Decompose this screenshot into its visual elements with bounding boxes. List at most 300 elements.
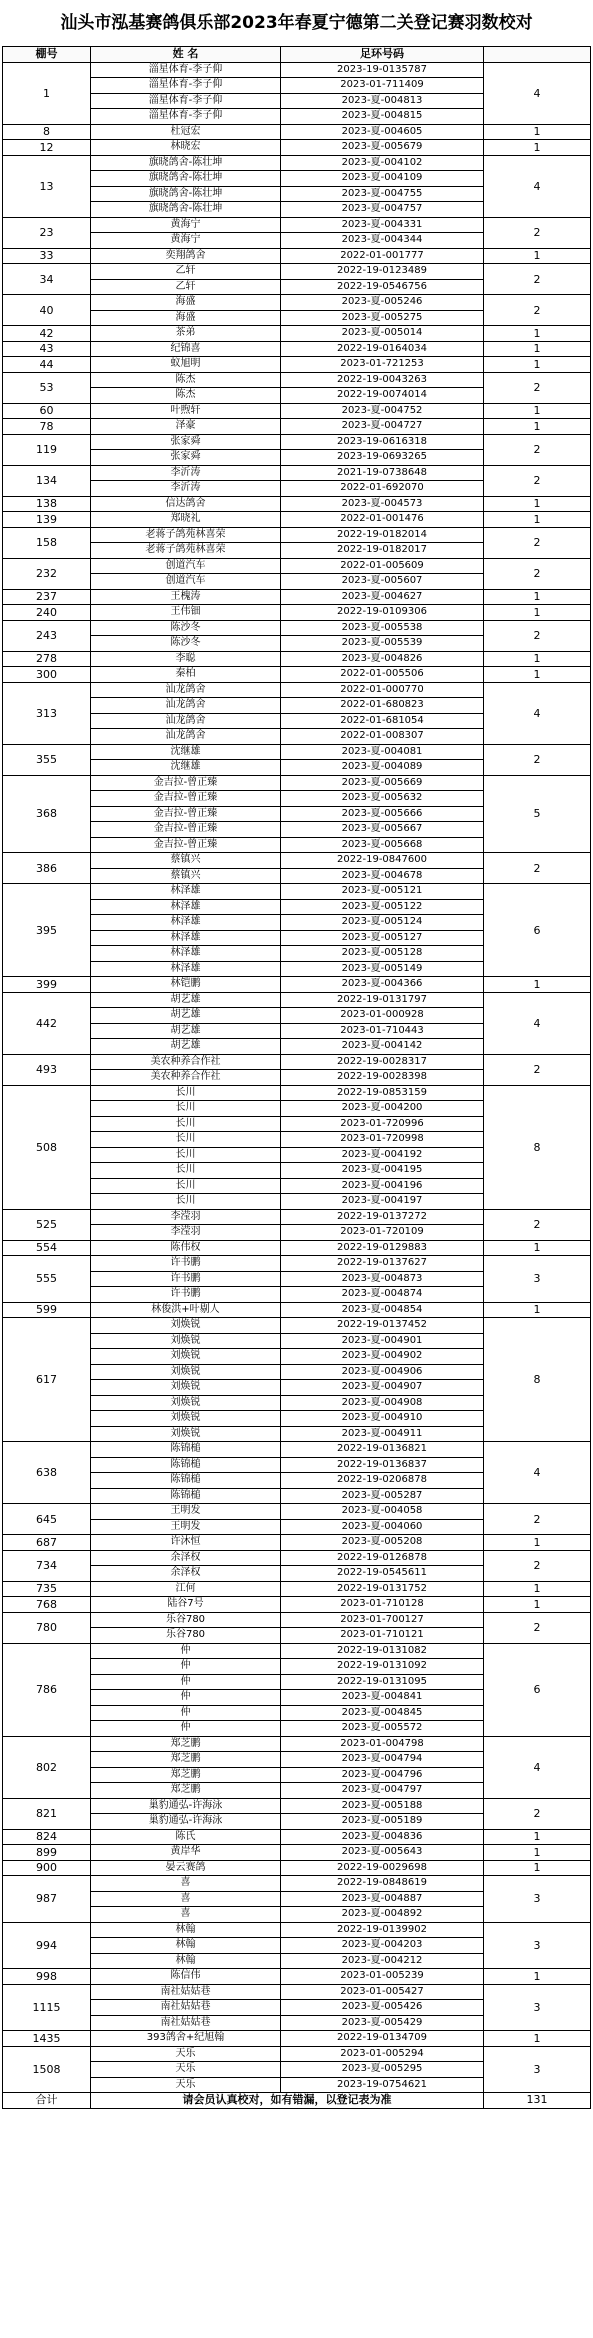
loft-number: 508 [2,1085,90,1209]
member-name-cell: 郑芝鹏 [90,1782,280,1798]
group-count: 4 [483,155,591,217]
group-count: 8 [483,1317,591,1441]
loft-number: 243 [2,620,90,651]
loft-number: 40 [2,294,90,325]
member-name-cell: 长川 [90,1116,280,1132]
loft-number: 355 [2,744,90,775]
ring-number-cell: 2022-19-0134709 [280,2030,483,2046]
group-count: 1 [483,248,591,264]
member-name-cell: 刘焕锐 [90,1364,280,1380]
group-count: 1 [483,341,591,357]
member-name-cell: 南社姑姑巷 [90,2015,280,2031]
ring-number-cell: 2023-夏-005246 [280,294,483,310]
ring-number-cell: 2023-01-004798 [280,1736,483,1752]
ring-number-cell: 2023-夏-004892 [280,1906,483,1922]
ring-number-cell: 2022-19-0182017 [280,542,483,558]
ring-number-cell: 2022-19-0136837 [280,1457,483,1473]
member-name-cell: 江何 [90,1581,280,1597]
total-count: 131 [483,2092,591,2108]
member-name-cell: 长川 [90,1085,280,1101]
loft-number: 900 [2,1860,90,1876]
group-count: 2 [483,744,591,775]
member-name-cell: 李滢羽 [90,1209,280,1225]
member-name-cell: 郑芝鹏 [90,1767,280,1783]
group-count: 1 [483,1829,591,1845]
member-name-cell: 李沂涛 [90,465,280,481]
ring-number-cell: 2023-夏-004605 [280,124,483,140]
member-name-cell: 金吉拉-曾正臻 [90,775,280,791]
group-count: 1 [483,511,591,527]
member-name-cell: 郑芝鹏 [90,1736,280,1752]
group-count: 1 [483,139,591,155]
member-name-cell: 长川 [90,1193,280,1209]
ring-number-cell: 2023-夏-005538 [280,620,483,636]
ring-number-cell: 2023-01-005239 [280,1968,483,1984]
member-name-cell: 王明发 [90,1519,280,1535]
ring-number-cell: 2023-夏-004907 [280,1379,483,1395]
ring-number-cell: 2023-夏-005667 [280,821,483,837]
loft-number: 899 [2,1844,90,1860]
ring-number-cell: 2023-夏-005124 [280,914,483,930]
ring-number-cell: 2023-夏-004058 [280,1503,483,1519]
member-name-cell: 郑晓礼 [90,511,280,527]
group-count: 1 [483,124,591,140]
ring-number-cell: 2022-01-680823 [280,697,483,713]
ring-number-cell: 2023-夏-005287 [280,1488,483,1504]
member-name-cell: 林晓宏 [90,139,280,155]
member-name-cell: 喜 [90,1891,280,1907]
ring-number-cell: 2023-夏-005643 [280,1844,483,1860]
loft-number: 139 [2,511,90,527]
ring-number-cell: 2022-19-0137627 [280,1255,483,1271]
ring-number-cell: 2023-夏-005429 [280,2015,483,2031]
group-count: 1 [483,651,591,667]
group-count: 1 [483,325,591,341]
member-name-cell: 汕龙鸽舍 [90,713,280,729]
ring-number-cell: 2023-夏-005208 [280,1534,483,1550]
member-name-cell: 刘焕锐 [90,1410,280,1426]
ring-number-cell: 2023-夏-004908 [280,1395,483,1411]
ring-number-cell: 2022-19-0206878 [280,1472,483,1488]
ring-number-cell: 2023-夏-004109 [280,170,483,186]
loft-number: 987 [2,1875,90,1922]
ring-number-cell: 2023-夏-005607 [280,573,483,589]
ring-number-cell: 2023-夏-005679 [280,139,483,155]
group-count: 3 [483,1984,591,2031]
ring-number-cell: 2022-19-0847600 [280,852,483,868]
header-pigeon-loft-number: 棚号 [2,46,90,62]
loft-number: 158 [2,527,90,558]
group-count: 2 [483,1550,591,1581]
ring-number-cell: 2023-夏-005128 [280,945,483,961]
member-name-cell: 陈沙冬 [90,620,280,636]
ring-number-cell: 2023-01-710121 [280,1627,483,1643]
group-count: 1 [483,1596,591,1612]
member-name-cell: 刘焕锐 [90,1426,280,1442]
ring-number-cell: 2023-夏-005426 [280,1999,483,2015]
group-count: 2 [483,294,591,325]
ring-number-cell: 2023-夏-004854 [280,1302,483,1318]
member-name-cell: 王槐涛 [90,589,280,605]
ring-number-cell: 2023-19-0135787 [280,62,483,78]
loft-number: 735 [2,1581,90,1597]
group-count: 4 [483,62,591,124]
loft-number: 8 [2,124,90,140]
loft-number: 617 [2,1317,90,1441]
group-count: 1 [483,1240,591,1256]
member-name-cell: 天乐 [90,2077,280,2093]
ring-number-cell: 2023-夏-004902 [280,1348,483,1364]
member-name-cell: 旗晓鸽舍-陈壮坤 [90,201,280,217]
member-name-cell: 长川 [90,1131,280,1147]
member-name-cell: 长川 [90,1162,280,1178]
ring-number-cell: 2023-01-720996 [280,1116,483,1132]
loft-number: 300 [2,666,90,682]
ring-number-cell: 2023-夏-005295 [280,2061,483,2077]
ring-number-cell: 2023-夏-005669 [280,775,483,791]
member-name-cell: 王明发 [90,1503,280,1519]
member-name-cell: 淄星体育-李子仰 [90,108,280,124]
loft-number: 278 [2,651,90,667]
ring-number-cell: 2023-夏-005275 [280,310,483,326]
ring-number-cell: 2023-夏-004060 [280,1519,483,1535]
loft-number: 768 [2,1596,90,1612]
ring-number-cell: 2023-夏-004197 [280,1193,483,1209]
loft-number: 399 [2,976,90,992]
group-count: 2 [483,1209,591,1240]
member-name-cell: 仲 [90,1705,280,1721]
group-count: 3 [483,1875,591,1922]
member-name-cell: 陈沙冬 [90,635,280,651]
loft-number: 786 [2,1643,90,1736]
ring-number-cell: 2023-夏-005632 [280,790,483,806]
ring-number-cell: 2023-夏-004797 [280,1782,483,1798]
ring-number-cell: 2022-19-0129883 [280,1240,483,1256]
header-member-name: 姓 名 [90,46,280,62]
member-name-cell: 陈氏 [90,1829,280,1845]
ring-number-cell: 2022-19-0131082 [280,1643,483,1659]
ring-number-cell: 2022-19-0136821 [280,1441,483,1457]
ring-number-cell: 2022-19-0028398 [280,1069,483,1085]
member-name-cell: 南社姑姑巷 [90,1984,280,2000]
ring-number-cell: 2022-19-0131095 [280,1674,483,1690]
member-name-cell: 刘焕锐 [90,1333,280,1349]
ring-number-cell: 2023-夏-004794 [280,1751,483,1767]
group-count: 3 [483,1255,591,1302]
member-name-cell: 老蒋子鸽苑林喜荣 [90,527,280,543]
member-name-cell: 张家舜 [90,434,280,450]
ring-number-cell: 2023-夏-004906 [280,1364,483,1380]
document-title: 汕头市泓基赛鸽俱乐部2023年春夏宁德第二关登记赛羽数校对 [60,13,533,33]
ring-number-cell: 2023-夏-004200 [280,1100,483,1116]
group-count: 4 [483,1736,591,1798]
group-count: 1 [483,1844,591,1860]
ring-number-cell: 2023-夏-004796 [280,1767,483,1783]
group-count: 2 [483,1503,591,1534]
loft-number: 994 [2,1922,90,1969]
ring-number-cell: 2023-夏-004911 [280,1426,483,1442]
ring-number-cell: 2023-夏-004836 [280,1829,483,1845]
ring-number-cell: 2023-夏-004755 [280,186,483,202]
group-count: 1 [483,496,591,512]
group-count: 2 [483,465,591,496]
group-count: 6 [483,1643,591,1736]
group-count: 1 [483,1860,591,1876]
member-name-cell: 创道汽车 [90,573,280,589]
loft-number: 43 [2,341,90,357]
member-name-cell: 蔡镇兴 [90,868,280,884]
ring-number-cell: 2022-19-0131752 [280,1581,483,1597]
ring-number-cell: 2023-夏-004874 [280,1286,483,1302]
group-count: 1 [483,1534,591,1550]
ring-number-cell: 2023-夏-004813 [280,93,483,109]
loft-number: 119 [2,434,90,465]
member-name-cell: 仲 [90,1643,280,1659]
loft-number: 237 [2,589,90,605]
ring-number-cell: 2023-01-720998 [280,1131,483,1147]
member-name-cell: 汕龙鸽舍 [90,697,280,713]
loft-number: 555 [2,1255,90,1302]
ring-number-cell: 2023-夏-005149 [280,961,483,977]
ring-number-cell: 2023-01-721253 [280,356,483,372]
table-footer-row [2,2092,591,2108]
member-name-cell: 胡艺雄 [90,1023,280,1039]
ring-number-cell: 2023-夏-004344 [280,232,483,248]
ring-number-cell: 2023-夏-004815 [280,108,483,124]
group-count: 1 [483,356,591,372]
ring-number-cell: 2021-19-0738648 [280,465,483,481]
member-name-cell: 胡艺雄 [90,992,280,1008]
loft-number: 44 [2,356,90,372]
ring-number-cell: 2022-01-008307 [280,728,483,744]
member-name-cell: 金吉拉-曾正臻 [90,821,280,837]
loft-number: 821 [2,1798,90,1829]
loft-number: 1 [2,62,90,124]
group-count: 2 [483,434,591,465]
member-name-cell: 刘焕锐 [90,1379,280,1395]
ring-number-cell: 2023-夏-004081 [280,744,483,760]
member-name-cell: 天乐 [90,2046,280,2062]
member-name-cell: 陈锦槌 [90,1488,280,1504]
member-name-cell: 淄星体育-李子仰 [90,77,280,93]
loft-number: 13 [2,155,90,217]
loft-number: 1115 [2,1984,90,2031]
loft-number: 23 [2,217,90,248]
member-name-cell: 淄星体育-李子仰 [90,62,280,78]
loft-number: 138 [2,496,90,512]
ring-number-cell: 2023-夏-005668 [280,837,483,853]
ring-number-cell: 2023-夏-004195 [280,1162,483,1178]
member-name-cell: 乙轩 [90,263,280,279]
group-count: 2 [483,620,591,651]
member-name-cell: 乙轩 [90,279,280,295]
loft-number: 395 [2,883,90,976]
ring-number-cell: 2023-夏-004873 [280,1271,483,1287]
loft-number: 493 [2,1054,90,1085]
ring-number-cell: 2023-夏-004192 [280,1147,483,1163]
ring-number-cell: 2023-01-710443 [280,1023,483,1039]
member-name-cell: 纪锦喜 [90,341,280,357]
ring-number-cell: 2022-19-0546756 [280,279,483,295]
ring-count-table [2,46,591,2109]
member-name-cell: 喜 [90,1906,280,1922]
ring-number-cell: 2023-夏-005014 [280,325,483,341]
ring-number-cell: 2023-夏-004752 [280,403,483,419]
member-name-cell: 林翰 [90,1937,280,1953]
header-ring-number: 足环号码 [280,46,483,62]
member-name-cell: 黄岸华 [90,1844,280,1860]
member-name-cell: 林泽雄 [90,914,280,930]
group-count: 3 [483,2046,591,2093]
member-name-cell: 旗晓鸽舍-陈壮坤 [90,170,280,186]
member-name-cell: 老蒋子鸽苑林喜荣 [90,542,280,558]
member-name-cell: 信达鸽舍 [90,496,280,512]
member-name-cell: 陈锦槌 [90,1441,280,1457]
group-count: 2 [483,558,591,589]
loft-number: 313 [2,682,90,744]
member-name-cell: 仲 [90,1658,280,1674]
loft-number: 687 [2,1534,90,1550]
table-bottom-border [2,2108,591,2109]
member-name-cell: 胡艺雄 [90,1007,280,1023]
ring-number-cell: 2023-夏-004901 [280,1333,483,1349]
group-count: 1 [483,403,591,419]
ring-number-cell: 2022-01-001777 [280,248,483,264]
member-name-cell: 南社姑姑巷 [90,1999,280,2015]
member-name-cell: 蚁旭明 [90,356,280,372]
member-name-cell: 许沐恒 [90,1534,280,1550]
group-count: 5 [483,775,591,853]
ring-number-cell: 2022-19-0131092 [280,1658,483,1674]
loft-number: 1508 [2,2046,90,2093]
total-label: 合计 [2,2092,90,2108]
member-name-cell: 长川 [90,1147,280,1163]
loft-number: 599 [2,1302,90,1318]
member-name-cell: 汕龙鸽舍 [90,682,280,698]
group-count: 4 [483,682,591,744]
member-name-cell: 长川 [90,1178,280,1194]
member-name-cell: 李沂涛 [90,480,280,496]
loft-number: 368 [2,775,90,853]
ring-number-cell: 2023-01-720109 [280,1224,483,1240]
ring-number-cell: 2022-01-692070 [280,480,483,496]
loft-number: 638 [2,1441,90,1503]
ring-number-cell: 2023-夏-004727 [280,418,483,434]
loft-number: 998 [2,1968,90,1984]
member-name-cell: 林翰 [90,1922,280,1938]
ring-number-cell: 2022-19-0074014 [280,387,483,403]
member-name-cell: 许书鹏 [90,1255,280,1271]
ring-number-cell: 2022-01-000770 [280,682,483,698]
group-count: 2 [483,852,591,883]
member-name-cell: 金吉拉-曾正臻 [90,790,280,806]
ring-number-cell: 2022-19-0043263 [280,372,483,388]
member-name-cell: 林铠鹏 [90,976,280,992]
ring-number-cell: 2023-夏-004910 [280,1410,483,1426]
ring-number-cell: 2023-01-700127 [280,1612,483,1628]
member-name-cell: 刘焕锐 [90,1348,280,1364]
ring-number-cell: 2023-01-000928 [280,1007,483,1023]
loft-number: 12 [2,139,90,155]
member-name-cell: 林泽雄 [90,930,280,946]
group-count: 2 [483,1054,591,1085]
loft-number: 78 [2,418,90,434]
loft-number: 42 [2,325,90,341]
loft-number: 60 [2,403,90,419]
ring-number-cell: 2023-夏-004845 [280,1705,483,1721]
member-name-cell: 秦柏 [90,666,280,682]
member-name-cell: 刘焕锐 [90,1317,280,1333]
ring-number-cell: 2023-夏-005666 [280,806,483,822]
member-name-cell: 旗晓鸽舍-陈壮坤 [90,155,280,171]
ring-number-cell: 2023-夏-004212 [280,1953,483,1969]
member-name-cell: 林泽雄 [90,899,280,915]
member-name-cell: 393鸽舍+纪旭翰 [90,2030,280,2046]
group-count: 1 [483,976,591,992]
group-count: 2 [483,527,591,558]
group-count: 2 [483,1612,591,1643]
ring-number-cell: 2023-夏-004627 [280,589,483,605]
loft-number: 134 [2,465,90,496]
header-count [483,46,591,62]
ring-number-cell: 2022-19-0109306 [280,604,483,620]
member-name-cell: 李聪 [90,651,280,667]
ring-number-cell: 2022-19-0126878 [280,1550,483,1566]
member-name-cell: 陈伟权 [90,1240,280,1256]
member-name-cell: 陈锦槌 [90,1457,280,1473]
member-name-cell: 刘焕锐 [90,1395,280,1411]
member-name-cell: 陈信伟 [90,1968,280,1984]
member-name-cell: 乐谷780 [90,1627,280,1643]
group-count: 3 [483,1922,591,1969]
ring-number-cell: 2023-夏-004331 [280,217,483,233]
member-name-cell: 许书鹏 [90,1286,280,1302]
member-name-cell: 乐谷780 [90,1612,280,1628]
loft-number: 1435 [2,2030,90,2046]
loft-number: 824 [2,1829,90,1845]
ring-number-cell: 2023-19-0693265 [280,449,483,465]
group-count: 2 [483,217,591,248]
ring-number-cell: 2023-01-005294 [280,2046,483,2062]
ring-number-cell: 2023-01-711409 [280,77,483,93]
table-header-row [2,46,591,62]
ring-number-cell: 2022-19-0182014 [280,527,483,543]
group-count: 2 [483,263,591,294]
member-name-cell: 茶弟 [90,325,280,341]
member-name-cell: 汕龙鸽舍 [90,728,280,744]
member-name-cell: 李滢羽 [90,1224,280,1240]
member-name-cell: 黄海宁 [90,232,280,248]
loft-number: 525 [2,1209,90,1240]
member-name-cell: 胡艺雄 [90,1038,280,1054]
member-name-cell: 杜冠宏 [90,124,280,140]
member-name-cell: 沈继雄 [90,744,280,760]
loft-number: 53 [2,372,90,403]
ring-number-cell: 2022-19-0164034 [280,341,483,357]
ring-number-cell: 2023-夏-004841 [280,1689,483,1705]
loft-number: 554 [2,1240,90,1256]
member-name-cell: 长川 [90,1100,280,1116]
group-count: 1 [483,666,591,682]
member-name-cell: 林翰 [90,1953,280,1969]
member-name-cell: 陈杰 [90,372,280,388]
ring-number-cell: 2023-夏-005127 [280,930,483,946]
ring-number-cell: 2023-夏-004102 [280,155,483,171]
loft-number: 232 [2,558,90,589]
ring-number-cell: 2023-夏-004366 [280,976,483,992]
ring-number-cell: 2023-夏-005121 [280,883,483,899]
member-name-cell: 金吉拉-曾正臻 [90,806,280,822]
